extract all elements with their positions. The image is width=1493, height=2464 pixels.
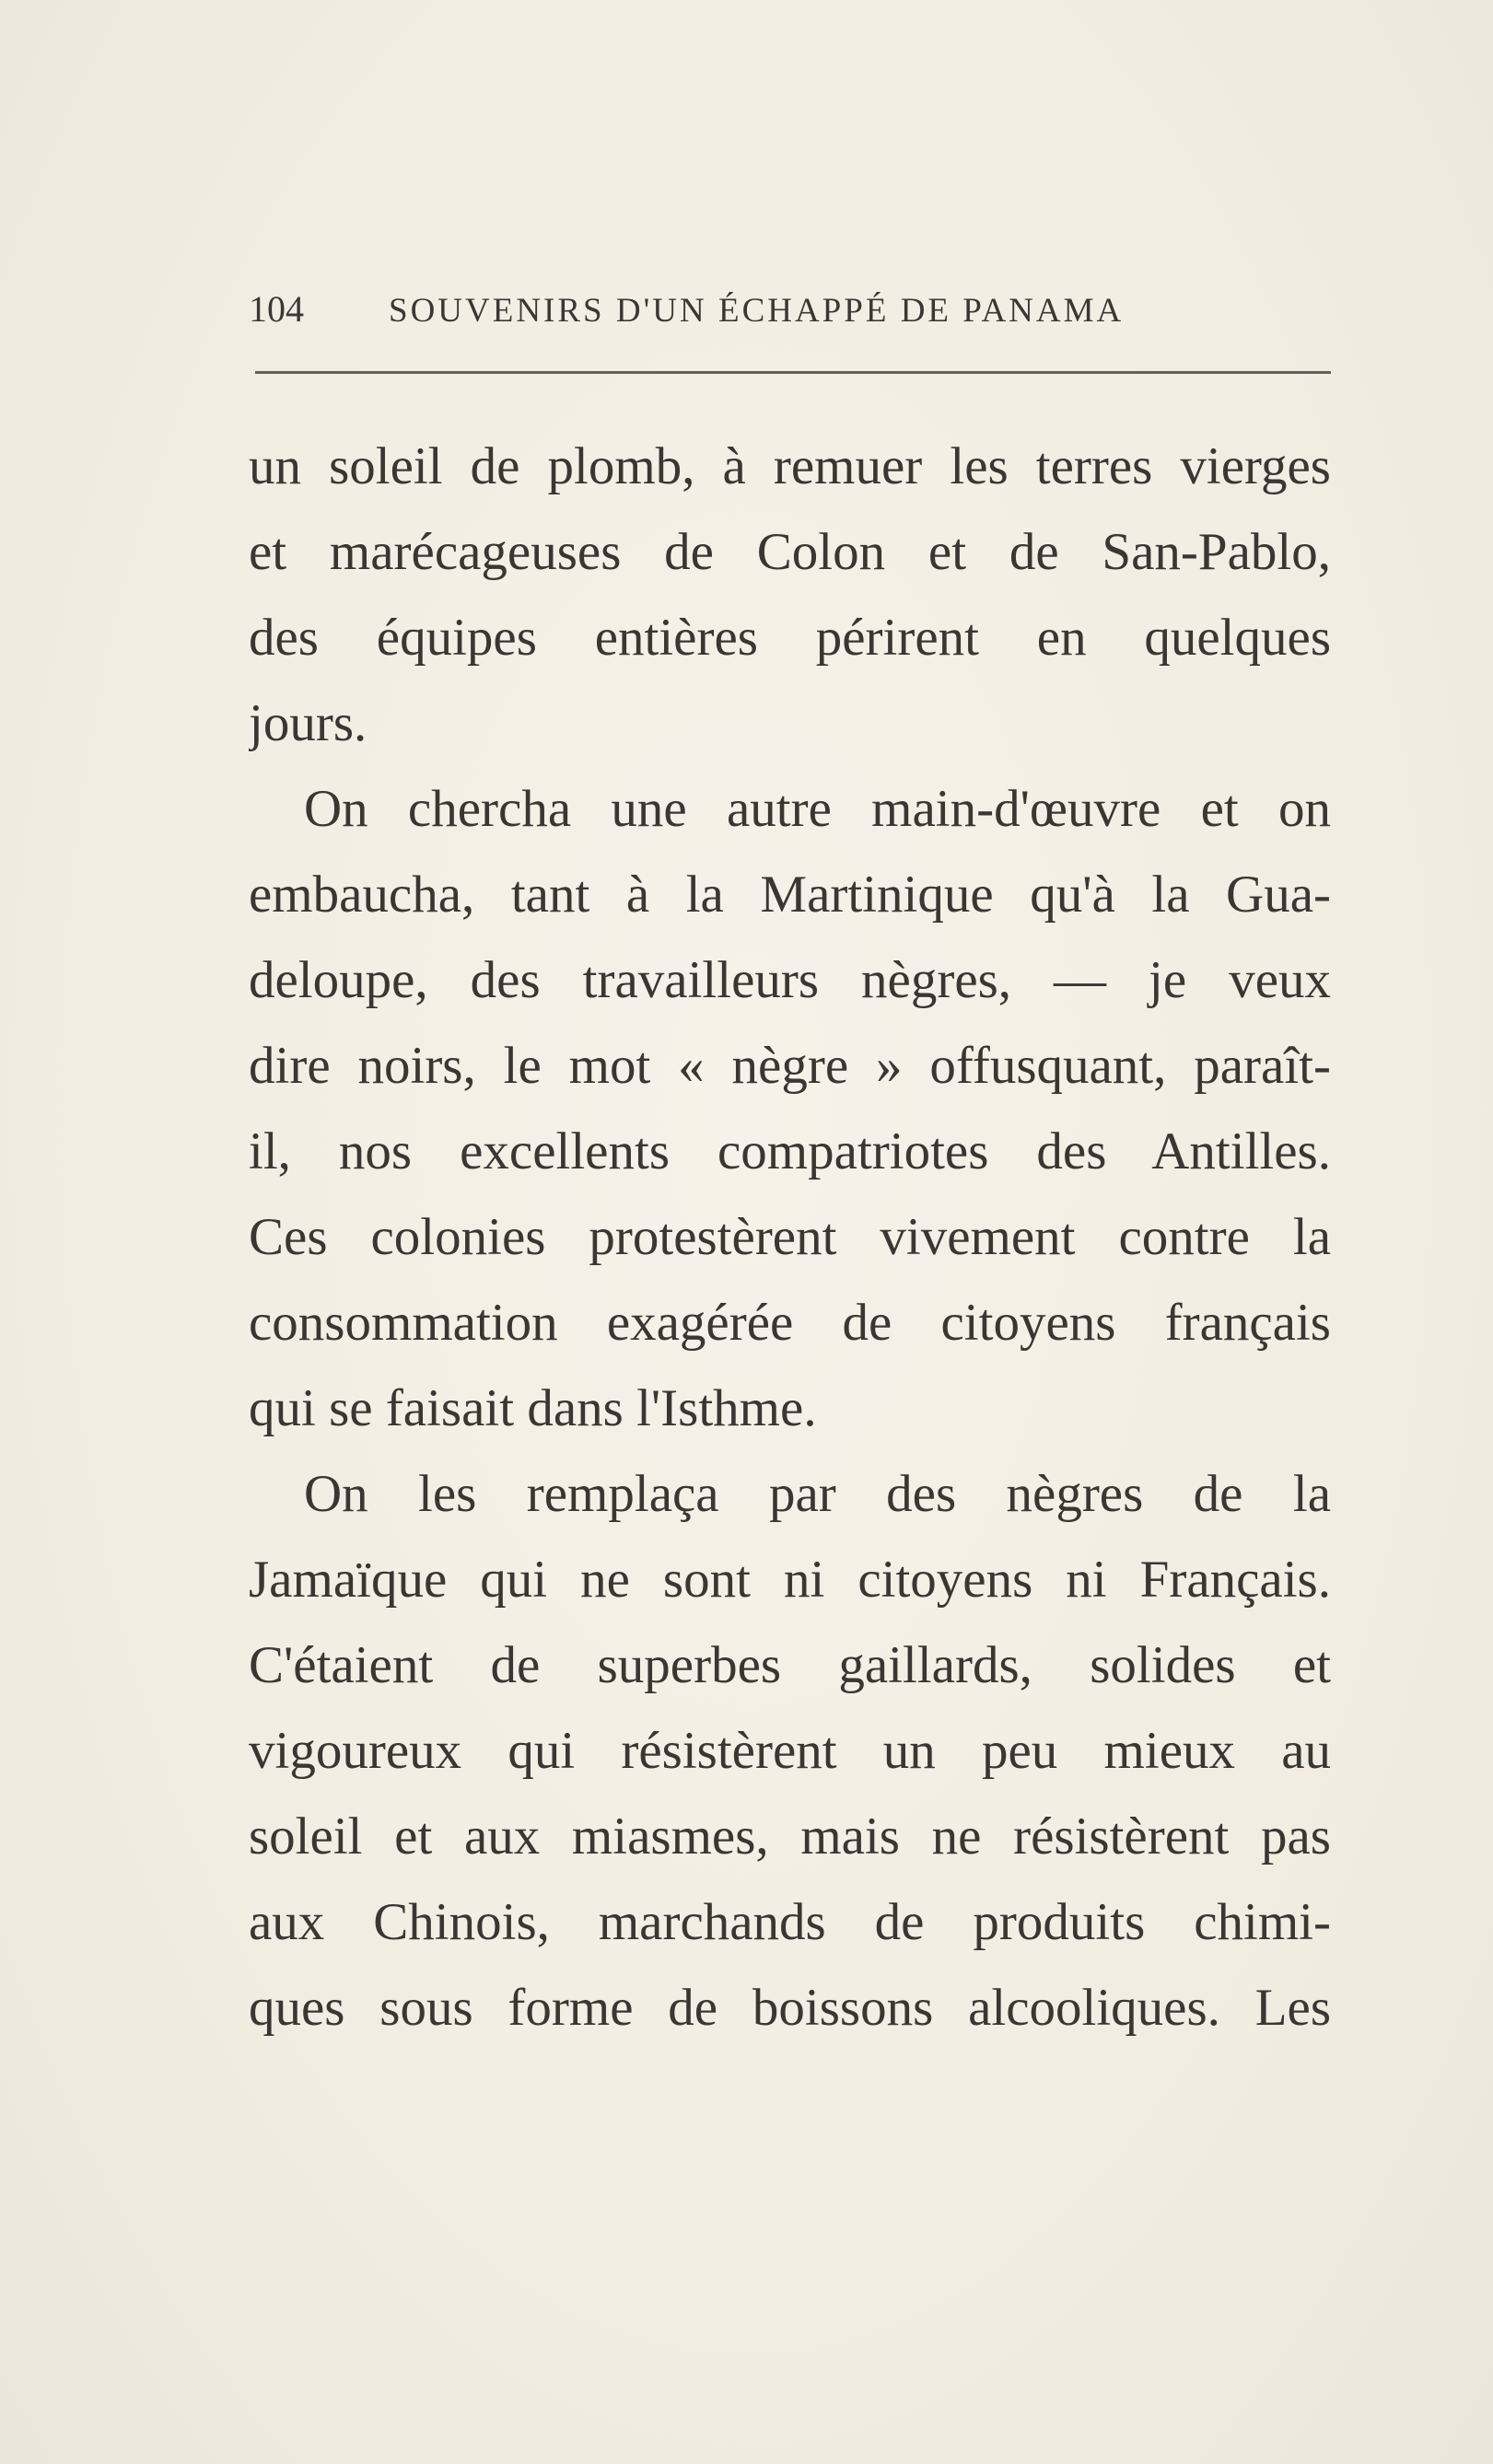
- text-line: dire noirs, le mot « nègre » offusquant, paraît-: [249, 1037, 1331, 1095]
- text-line: un soleil de plomb, à remuer les terres vierges: [249, 437, 1331, 495]
- running-title: SOUVENIRS D'UN ÉCHAPPÉ DE PANAMA: [389, 292, 1125, 330]
- text-line: soleil et aux miasmes, mais ne résistèrent pas: [249, 1807, 1331, 1865]
- page-number: 104: [249, 288, 304, 330]
- header-rule: [255, 371, 1331, 374]
- text-line: deloupe, des travailleurs nègres, — je veux: [249, 951, 1331, 1009]
- text-line: vigoureux qui résistèrent un peu mieux au: [249, 1722, 1331, 1780]
- text-line: Jamaïque qui ne sont ni citoyens ni Français.: [249, 1551, 1331, 1609]
- text-line: On chercha une autre main-d'œuvre et on: [304, 780, 1331, 838]
- text-line: jours.: [249, 694, 367, 752]
- text-line: et marécageuses de Colon et de San-Pablo,: [249, 523, 1331, 581]
- text-line: embaucha, tant à la Martinique qu'à la Gua-: [249, 866, 1331, 924]
- text-line: qui se faisait dans l'Isthme.: [249, 1379, 817, 1437]
- body-text: [249, 424, 1331, 2051]
- text-line: aux Chinois, marchands de produits chimi-: [249, 1893, 1331, 1951]
- text-line: consommation exagérée de citoyens français: [249, 1294, 1331, 1352]
- text-line: ques sous forme de boissons alcooliques. Les: [249, 1979, 1331, 2037]
- text-line: des équipes entières périrent en quelques: [249, 609, 1331, 667]
- text-line: On les remplaça par des nègres de la: [304, 1465, 1331, 1523]
- text-line: Ces colonies protestèrent vivement contre la: [249, 1208, 1331, 1266]
- text-line: il, nos excellents compatriotes des Antilles.: [249, 1122, 1331, 1180]
- running-head: [249, 287, 1331, 343]
- text-line: C'étaient de superbes gaillards, solides et: [249, 1636, 1331, 1694]
